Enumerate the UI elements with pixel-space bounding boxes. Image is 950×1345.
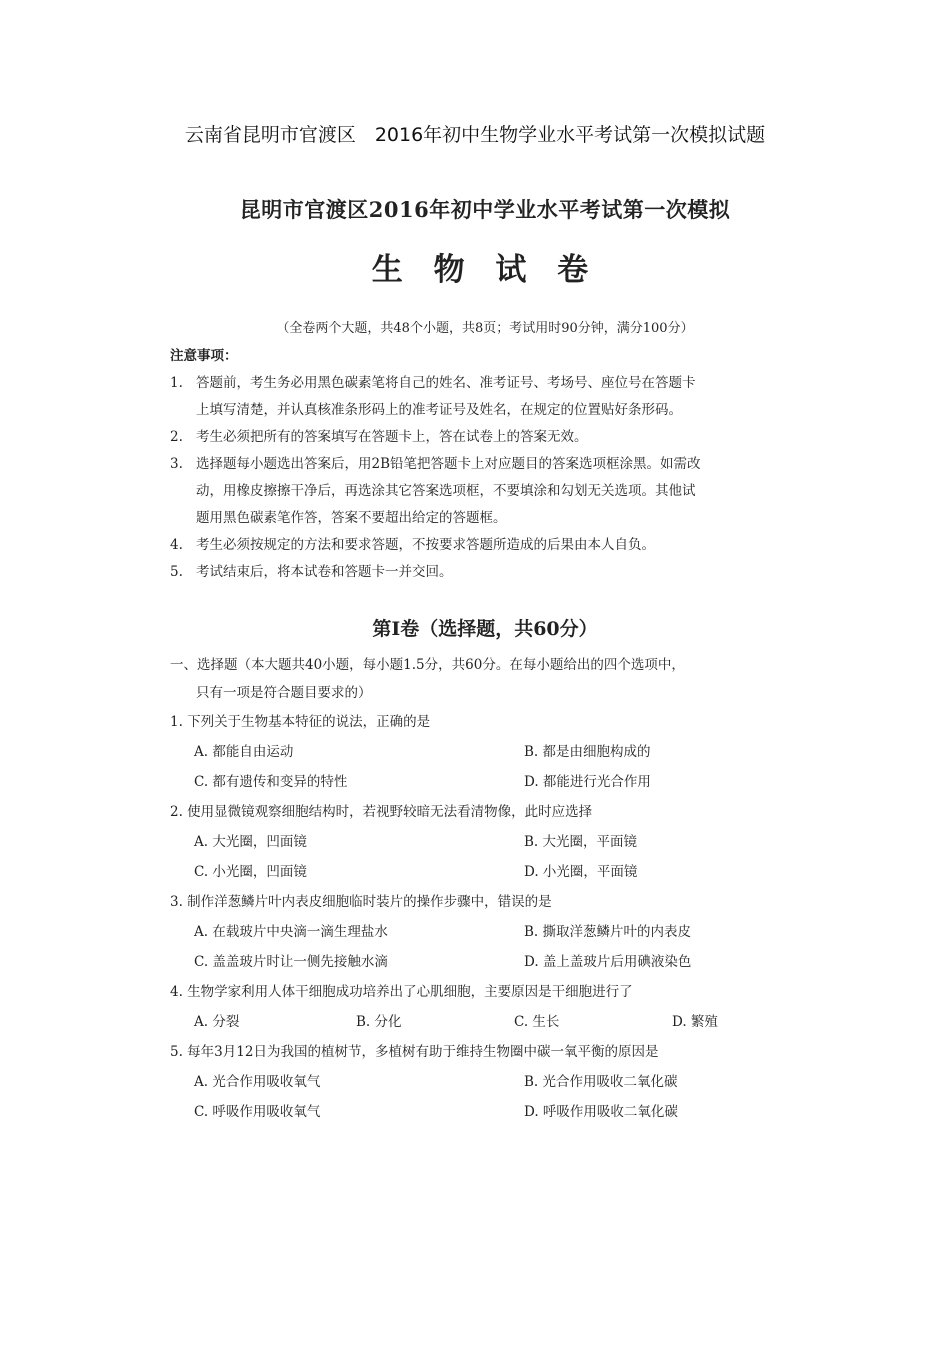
option-b: B. 撕取洋葱鳞片叶的内表皮 [524, 924, 692, 940]
notice-line: 考试结束后，将本试卷和答题卡一并交回。 [196, 564, 453, 580]
scanned-exam-page [170, 190, 800, 1127]
option-a: A. 在载玻片中央滴一滴生理盐水 [194, 924, 388, 940]
question-stem: 2. 使用显微镜观察细胞结构时，若视野较暗无法看清物像，此时应选择 [170, 804, 593, 820]
part-intro-line: 一、选择题（本大题共40小题，每小题1.5分，共60分。在每小题给出的四个选项中， [170, 657, 685, 673]
notice-number: 4. [170, 537, 183, 553]
section-title: 第Ⅰ卷（选择题，共60分） [372, 618, 598, 640]
notice-line: 考生必须把所有的答案填写在答题卡上，答在试卷上的答案无效。 [196, 429, 588, 445]
option-c: C. 盖盖玻片时让一侧先接触水滴 [194, 954, 388, 970]
option-b: B. 光合作用吸收二氧化碳 [524, 1074, 678, 1090]
notice-number: 1. [170, 375, 183, 391]
question-stem: 3. 制作洋葱鳞片叶内表皮细胞临时装片的操作步骤中，错误的是 [170, 894, 552, 910]
exam-info: （全卷两个大题，共48个小题，共8页；考试用时90分钟，满分100分） [276, 321, 694, 336]
question-stem: 5. 每年3月12日为我国的植树节，多植树有助于维持生物圈中碳一氧平衡的原因是 [170, 1044, 659, 1060]
option-a: A. 光合作用吸收氧气 [194, 1074, 321, 1090]
notice-line: 考生必须按规定的方法和要求答题，不按要求答题所造成的后果由本人自负。 [196, 537, 655, 553]
option-b: B. 都是由细胞构成的 [524, 744, 651, 760]
notice-number: 5. [170, 564, 183, 580]
question-1 [170, 707, 800, 797]
option-c: C. 生长 [514, 1014, 560, 1030]
question-stem: 4. 生物学家利用人体干细胞成功培养出了心肌细胞，主要原因是干细胞进行了 [170, 984, 633, 1000]
notice-item [170, 559, 800, 586]
option-b: B. 大光圈，平面镜 [524, 834, 638, 850]
question-5 [170, 1037, 800, 1127]
notice-line: 上填写清楚，并认真核准条形码上的准考证号及姓名，在规定的位置贴好条形码。 [196, 402, 682, 418]
option-c: C. 小光圈，凹面镜 [194, 864, 307, 880]
exam-title: 昆明市官渡区2016年初中学业水平考试第一次模拟 [239, 197, 731, 222]
notice-line: 选择题每小题选出答案后，用2B铅笔把答题卡上对应题目的答案选项框涂黑。如需改 [196, 456, 701, 472]
document-header: 云南省昆明市官渡区 2016年初中生物学业水平考试第一次模拟试题 [184, 124, 766, 146]
question-3 [170, 887, 800, 977]
question-4 [170, 977, 800, 1037]
notice-item [170, 424, 800, 451]
notice-item [170, 370, 800, 424]
notice-line: 题用黑色碳素笔作答，答案不要超出给定的答题框。 [196, 510, 507, 526]
option-a: A. 都能自由运动 [194, 744, 294, 760]
part-intro [170, 651, 800, 707]
option-d: D. 都能进行光合作用 [524, 774, 651, 790]
notice-number: 3. [170, 456, 183, 472]
option-c: C. 呼吸作用吸收氧气 [194, 1104, 321, 1120]
notice-number: 2. [170, 429, 183, 445]
notice-item [170, 532, 800, 559]
option-a: A. 分裂 [194, 1014, 240, 1030]
notice-heading: 注意事项： [170, 348, 238, 364]
part-intro-line: 只有一项是符合题目要求的） [196, 685, 372, 701]
notice-list [170, 370, 800, 586]
option-c: C. 都有遗传和变异的特性 [194, 774, 348, 790]
option-d: D. 盖上盖玻片后用碘液染色 [524, 954, 692, 970]
option-d: D. 小光圈，平面镜 [524, 864, 638, 880]
notice-line: 动，用橡皮擦擦干净后，再选涂其它答案选项框，不要填涂和勾划无关选项。其他试 [196, 483, 696, 499]
option-d: D. 繁殖 [672, 1014, 718, 1030]
question-2 [170, 797, 800, 887]
question-stem: 1. 下列关于生物基本特征的说法，正确的是 [170, 714, 431, 730]
option-a: A. 大光圈，凹面镜 [194, 834, 307, 850]
notice-item [170, 451, 800, 532]
option-b: B. 分化 [356, 1014, 402, 1030]
option-d: D. 呼吸作用吸收二氧化碳 [524, 1104, 678, 1120]
subject-title: 生 物 试 卷 [371, 252, 599, 288]
notice-line: 答题前，考生务必用黑色碳素笔将自己的姓名、准考证号、考场号、座位号在答题卡 [196, 375, 696, 391]
